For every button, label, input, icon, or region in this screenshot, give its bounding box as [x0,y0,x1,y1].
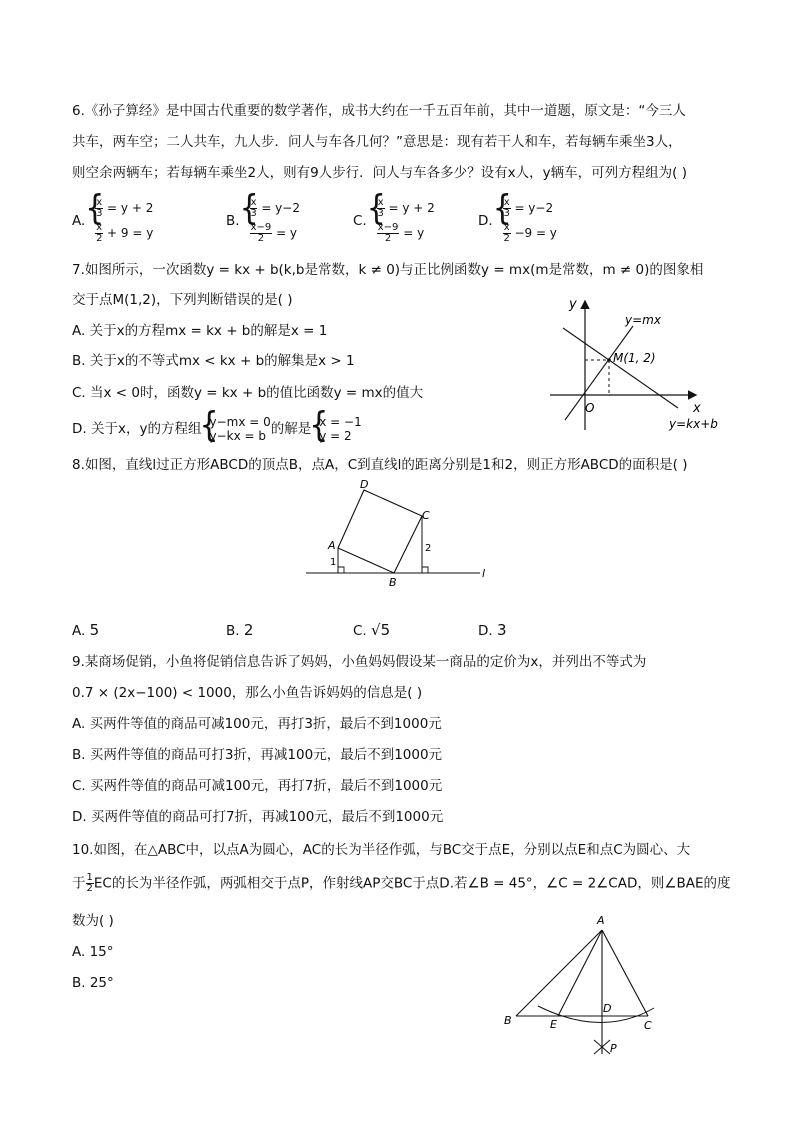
q8-option-c [353,620,390,641]
option-value: 2 [243,621,254,639]
q9-option-c: C. 买两件等值的商品可减100元，再打7折，最后不到1000元 [72,778,443,794]
q7-sol-eq2: y = 2 [319,429,352,443]
q8-label-b: B [389,576,397,588]
q8-square [338,490,422,573]
equation-2: $\frac{x-9}{2}$ = y [250,222,298,244]
q10-half-fraction [86,873,94,894]
option-label: C. [353,623,367,639]
q10-line2 [72,873,730,894]
q7-option-d-solution [311,415,361,443]
q7-line-mx-label: y=mx [625,313,661,327]
equation-1: { $\frac{x}{3}$ = y−2 [250,197,300,219]
q7-x-axis-label: x [693,401,701,416]
q10-label-d: D [603,1002,612,1015]
q10-frac-den: 2 [86,883,93,894]
q6-option-d [478,198,557,244]
q10-line2-post: EC的长为半径作弧，两弧相交于点P，作射线AP交BC于点D.若∠B = 45°，∠C = 2∠CAD，则∠BAE的度 [93,875,731,892]
q7-sol-eq1: { x = −1 [319,415,362,429]
q8-right-angle-a [338,567,344,573]
q9-line1: 9.某商场促销，小鱼将促销信息告诉了妈妈，小鱼妈妈假设某一商品的定价为x，并列出不等式为 [72,654,647,670]
q10-label-b: B [504,1014,512,1027]
q7-point-m-label: M(1, 2) [613,351,656,365]
q8-label-a: A [328,539,336,552]
q7-sys-eq1: { y−mx = 0 [209,415,271,429]
q9-option-a: A. 买两件等值的商品可减100元，再打3折，最后不到1000元 [72,716,442,732]
q8-square-figure [300,476,500,588]
q8-label-d2: 2 [425,543,432,554]
option-value: 3 [496,621,507,639]
q6-line3: 则空余两辆车；若每辆车乘坐2人，则有9人步行．问人与车各多少？设有x人，y辆车，可列方程组为( ) [72,165,687,181]
q10-option-b: B. 25° [72,975,114,991]
q7-line-kxb-label: y=kx+b [669,417,718,431]
q7-point-m [607,358,611,362]
q7-option-c: C. 当x < 0时，函数y = kx + b的值比函数y = mx的值大 [72,385,424,401]
equation-system [87,198,153,244]
option-label: B. [226,623,240,639]
option-value: 5 [89,621,100,639]
q7-graph-figure [545,290,735,440]
q10-triangle-figure [498,912,668,1062]
q7-line1: 7.如图所示，一次函数y = kx + b(k,b是常数，k ≠ 0)与正比例函数y = mx(m是常数，m ≠ 0)的图象相 [72,262,704,278]
q10-label-p: P [610,1042,617,1055]
q8-option-a [72,620,99,641]
q7-line-mx [565,326,633,420]
option-label: A. [72,213,86,229]
q10-line3: 数为( ) [72,913,114,929]
q10-line1: 10.如图，在△ABC中，以点A为圆心，AC的长为半径作弧，与BC交于点E，分别以点E和点C为圆心、大 [72,842,691,858]
q7-option-d-system [201,415,270,443]
q8-label-l: l [482,567,486,580]
q8-line1: 8.如图，直线l过正方形ABCD的顶点B，点A，C到直线l的距离分别是1和2，则正方形ABCD的面积是( ) [72,457,688,473]
option-label: C. [353,213,367,229]
q9-option-b: B. 买两件等值的商品可打3折，再减100元，最后不到1000元 [72,747,443,763]
q10-segment-ae [558,930,602,1016]
q10-line2-pre: 于 [72,875,86,892]
option-value: √5 [371,621,391,639]
q7-option-a: A. 关于x的方程mx = kx + b的解是x = 1 [72,323,328,339]
equation-2: $\frac{x-9}{2}$ = y [377,222,425,244]
q7-line-kxb [563,328,678,408]
equation-system [495,198,557,244]
option-label: D. [478,213,493,229]
q8-option-b [226,620,253,641]
q6-option-a [72,198,153,244]
equation-1: { $\frac{x}{3}$ = y−2 [503,197,554,219]
q7-option-b: B. 关于x的不等式mx < kx + b的解集是x > 1 [72,353,355,369]
q10-side-ab [516,930,602,1016]
option-label: D. [478,623,493,639]
equation-2: $\frac{x}{2}$ −9 = y [503,222,557,244]
option-label: A. [72,623,86,639]
equation-system [369,198,435,244]
q10-frac-num: 1 [86,872,93,883]
q6-option-b [226,198,300,244]
q8-label-d: D [360,478,369,491]
q7-line2: 交于点M(1,2)，下列判断错误的是( ) [72,292,293,308]
q8-label-c: C [422,509,430,522]
q10-label-e: E [550,1018,557,1031]
equation-2: $\frac{x}{2}$ + 9 = y [96,222,154,244]
equation-system [242,198,300,244]
q6-line1: 6.《孙子算经》是中国古代重要的数学著作，成书大约在一千五百年前，其中一道题，原文是：“今三人 [72,103,686,119]
q10-label-a: A [597,914,605,927]
q8-right-angle-c [422,567,428,573]
q6-option-c [353,198,435,244]
q10-label-c: C [644,1019,652,1032]
q9-option-d: D. 买两件等值的商品可打7折，再减100元，最后不到1000元 [72,809,444,825]
q9-line2: 0.7 × (2x−100) < 1000，那么小鱼告诉妈妈的信息是( ) [72,685,423,701]
q7-option-d [72,415,362,443]
equation-1: { $\frac{x}{3}$ = y + 2 [96,197,154,219]
option-label: B. [226,213,240,229]
q10-option-a: A. 15° [72,944,114,960]
q8-label-d1: 1 [330,557,337,568]
q7-sys-eq2: y−kx = b [209,429,266,443]
q8-option-d [478,620,507,641]
q7-y-axis-label: y [569,297,577,312]
q7-option-d-prefix: D. 关于x，y的方程组 [72,421,202,437]
q7-option-d-mid: 的解是 [270,421,312,437]
q7-origin-label: O [585,401,595,415]
q6-line2: 共车，两车空；二人共车，九人步．问人与车各几何？”意思是：现有若干人和车，若每辆车乘坐3人， [72,134,682,150]
equation-1: { $\frac{x}{3}$ = y + 2 [377,197,435,219]
